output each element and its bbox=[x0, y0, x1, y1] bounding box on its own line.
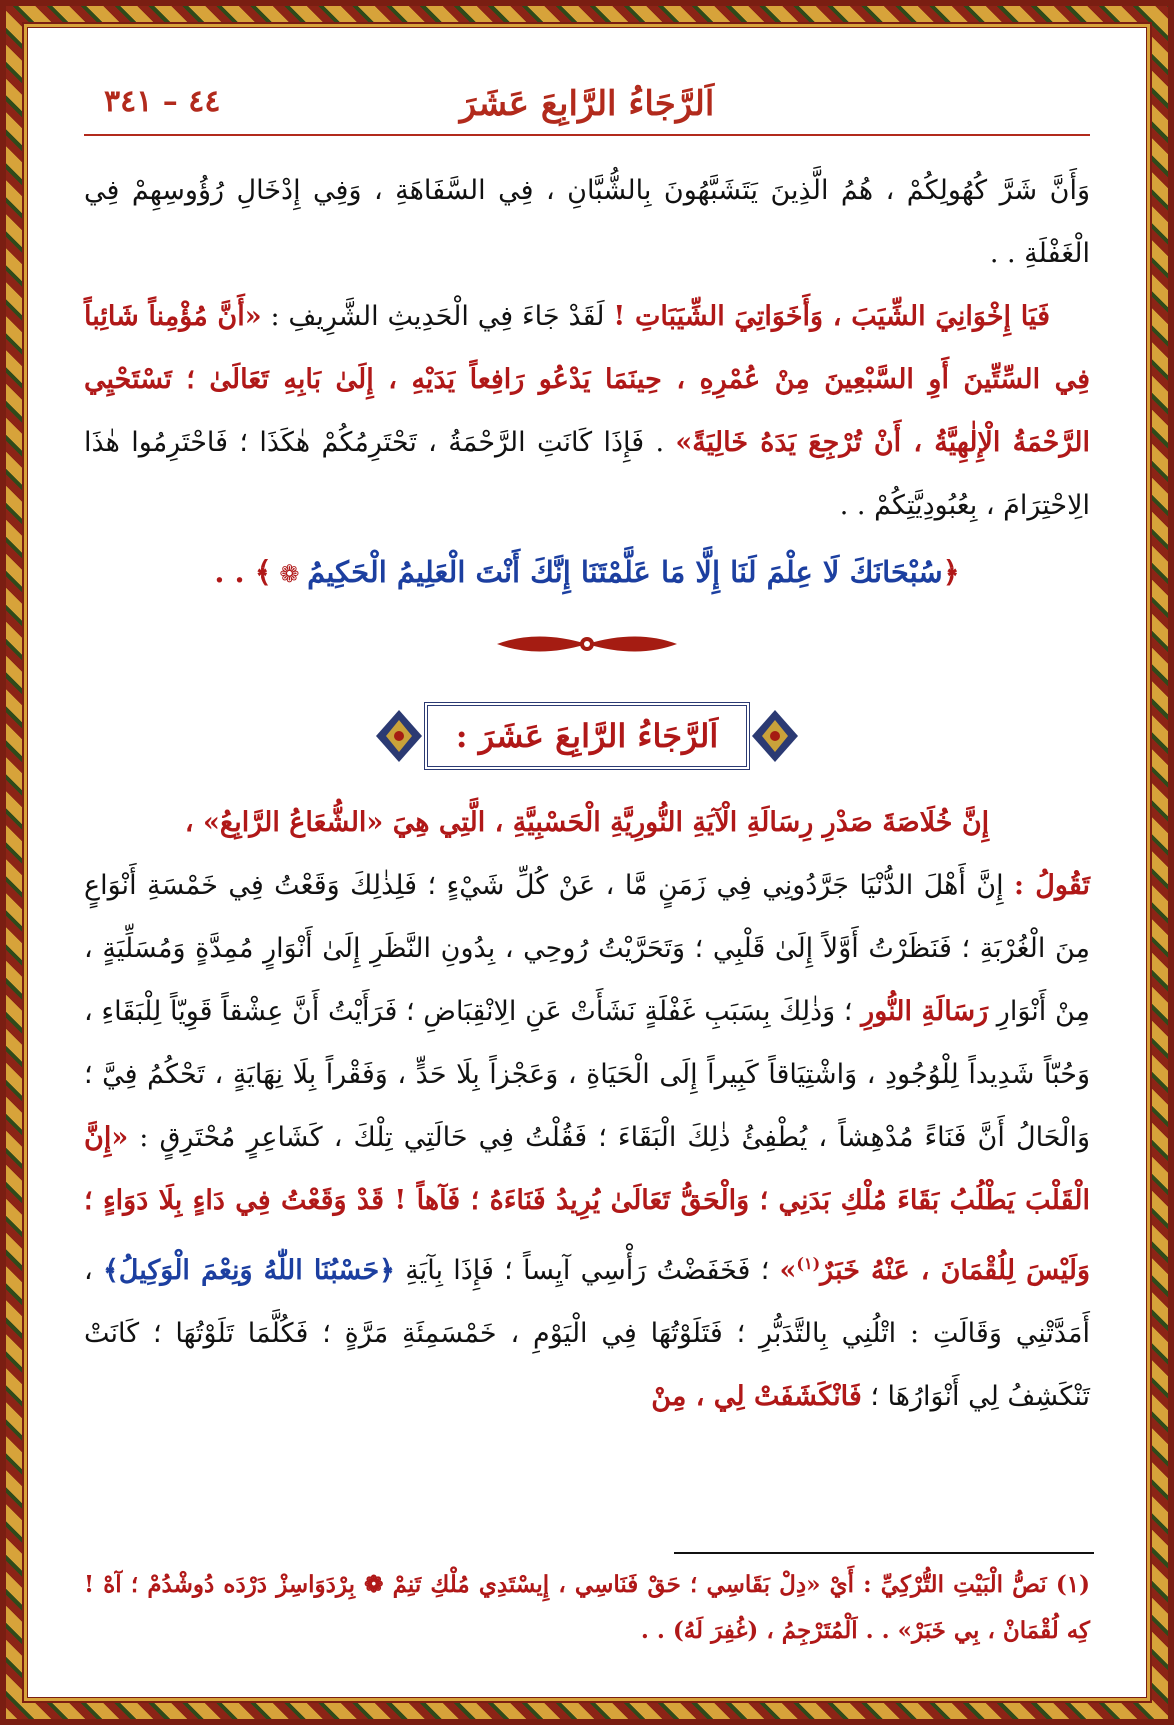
ornament-divider bbox=[84, 609, 1090, 679]
verse-tail: . . bbox=[214, 555, 255, 589]
paragraph-2 bbox=[84, 285, 1090, 537]
poem-quote: «إِنَّ الْقَلْبَ يَطْلُبُ بَقَاءَ مُلْكِ بَدَنِي ؛ وَالْحَقُّ تَعَالَىٰ يُرِيدُ فَنَاءَهُ ؛ فَآهاً ! قَدْ وَقَعْتُ فِي دَاءٍ بِلَا دَوَاءٍ ؛ وَلَيْسَ لِلُقْمَانَ ، عَنْهُ خَبَرٌ bbox=[84, 1122, 1090, 1286]
rosette-icon: ❁ bbox=[271, 560, 308, 588]
page bbox=[44, 44, 1130, 1681]
tile-ornament-icon bbox=[374, 706, 424, 766]
tile-ornament-icon bbox=[750, 706, 800, 766]
footnote: (١) نَصُّ الْبَيْتِ التُّرْكِيِّ : أَيْ «دِلْ بَقَاسِي ؛ حَقْ فَنَاسِي ، إِيسْتَدِي مُلْكِ تَنِمْ ❁ بِرْدَوَاسِزْ دَرْدَه دُوشْدُمْ ؛ آهْ ! كِه لُقْمَانْ ، بِي خَبَرْ» . . اَلْمُتَرْجِمُ ، (غُفِرَ لَهُ) . . bbox=[84, 1571, 1090, 1644]
paragraph-2-address: فَيَا إِخْوَانِيَ الشِّيَبَ ، وَأَخَوَاتِيَ الشِّيَبَاتِ ! bbox=[613, 301, 1050, 332]
paragraph-3 bbox=[84, 791, 1090, 1428]
verse-open-bracket: ﴿ bbox=[942, 555, 960, 589]
paragraph-3-text-5: فَانْكَشَفَتْ لِي ، مِنْ bbox=[651, 1381, 862, 1412]
footnote-separator bbox=[674, 1552, 1094, 1554]
section-intro: إِنَّ خُلَاصَةَ صَدْرِ رِسَالَةِ الْآيَةِ النُّورِيَّةِ الْحَسْبِيَّةِ ، الَّتِي هِيَ «الشُّعَاعُ الرَّابِعُ» ، bbox=[184, 807, 990, 838]
section-title-frame bbox=[84, 691, 1090, 781]
page-title: اَلرَّجَاءُ الرَّابِعَ عَشَرَ bbox=[459, 84, 715, 124]
paragraph-2-conclusion: . فَإِذَا كَانَتِ الرَّحْمَةُ ، تَحْتَرِمُكُمْ هٰكَذَا ؛ فَاحْتَرِمُوا هٰذَا الِاحْتِرَامَ ، بِعُبُودِيَّتِكُمْ . . bbox=[84, 427, 1090, 521]
paragraph-3-text-1: إِنَّ أَهْلَ الدُّنْيَا جَرَّدُونِي فِي زَمَنٍ مَّا ، عَنْ كُلِّ شَيْءٍ ؛ فَلِذٰلِكَ وَقَعْتُ فِي خَمْسَةِ أَنْوَاعٍ مِنَ الْغُرْبَةِ ؛ فَنَظَرْتُ أَوَّلاً إِلَىٰ قَلْبِي ؛ وَتَحَرَّيْتُ رُوحِي ، بِدُونِ النَّظَرِ إِلَىٰ أَنْوَارٍ مُمِدَّةٍ وَمُسَلِّيَةٍ ، مِنْ أَنْوَارِ bbox=[84, 870, 1090, 1027]
footnote-marker: (١) bbox=[796, 1254, 821, 1273]
paragraph-2-intro: لَقَدْ جَاءَ فِي الْحَدِيثِ الشَّرِيفِ : bbox=[261, 301, 614, 332]
verse-text: سُبْحَانَكَ لَا عِلْمَ لَنَا إِلَّا مَا عَلَّمْتَنَا إِنَّكَ أَنْتَ الْعَلِيمُ الْحَكِيمُ bbox=[307, 555, 943, 589]
paragraph-3-text-4: ، أَمَدَّتْنِي وَقَالَتِ : اتْلُنِي بِالتَّدَبُّرِ ؛ فَتَلَوْتُهَا فِي الْيَوْمِ ، خَمْسَمِئَةِ مَرَّةٍ ؛ فَكُلَّمَا تَلَوْتُهَا ؛ كَانَتْ تَنْكَشِفُ لِي أَنْوَارُهَا ؛ bbox=[84, 1255, 1090, 1412]
risale-i-nur-name: رَسَالَةِ النُّورِ bbox=[861, 996, 989, 1027]
section-title: اَلرَّجَاءُ الرَّابِعَ عَشَرَ : bbox=[424, 702, 751, 770]
page-header bbox=[84, 84, 1090, 136]
paragraph-1: وَأَنَّ شَرَّ كُهُولِكُمْ ، هُمُ الَّذِينَ يَتَشَبَّهُونَ بِالشُّبَّانِ ، فِي السَّفَاهَةِ ، وَفِي إِدْخَالِ رُؤُوسِهِمْ فِي الْغَفْلَةِ . . bbox=[84, 175, 1090, 269]
page-reference: ٤٤ – ٣٤١ bbox=[104, 84, 221, 119]
hasbunallah-verse: ﴿حَسْبُنَا اللّٰهُ وَنِعْمَ الْوَكِيلُ﴾ bbox=[102, 1255, 395, 1286]
says-label: تَقُولُ : bbox=[1014, 870, 1090, 901]
main-text bbox=[84, 159, 1090, 1428]
poem-quote-close: » bbox=[779, 1255, 797, 1286]
paragraph-3-text-2: ؛ وَذٰلِكَ بِسَبَبِ غَفْلَةٍ نَشَأَتْ عَنِ الِانْقِبَاضِ ؛ فَرَأَيْتُ أَنَّ عِشْقاً قَوِيّاً لِلْبَقَاءِ ، وَحُبّاً شَدِيداً لِلْوُجُودِ ، وَاشْتِيَاقاً كَبِيراً إِلَى الْحَيَاةِ ، وَعَجْزاً بِلَا حَدٍّ ، وَفَقْراً بِلَا نِهَايَةٍ ، تَحْكُمُ فِيَّ ؛ وَالْحَالُ أَنَّ فَنَاءً مُدْهِشاً ، يُطْفِئُ ذٰلِكَ الْبَقَاءَ ؛ فَقُلْتُ فِي حَالَتِي تِلْكَ ، كَشَاعِرٍ مُحْتَرِقٍ : bbox=[84, 996, 1090, 1153]
paragraph-3-text-3: ؛ فَخَفَضْتُ رَأْسِي آيِساً ؛ فَإِذَا بِآيَةِ bbox=[394, 1255, 780, 1286]
quran-verse bbox=[84, 537, 1090, 609]
ornament-divider-icon bbox=[487, 627, 687, 661]
hadith-quote: «أَنَّ مُؤْمِناً شَائِباً فِي السِّتِّينَ أَوِ السَّبْعِينَ مِنْ عُمْرِهِ ، حِينَمَا يَدْعُو رَافِعاً يَدَيْهِ ، إِلَىٰ بَابِهِ تَعَالَىٰ ؛ تَسْتَحْيِي الرَّحْمَةُ الْإِلٰهِيَّةُ ، أَنْ تُرْجِعَ يَدَهُ خَالِيَةً» bbox=[84, 301, 1090, 458]
verse-close-bracket: ﴾ bbox=[254, 555, 272, 589]
